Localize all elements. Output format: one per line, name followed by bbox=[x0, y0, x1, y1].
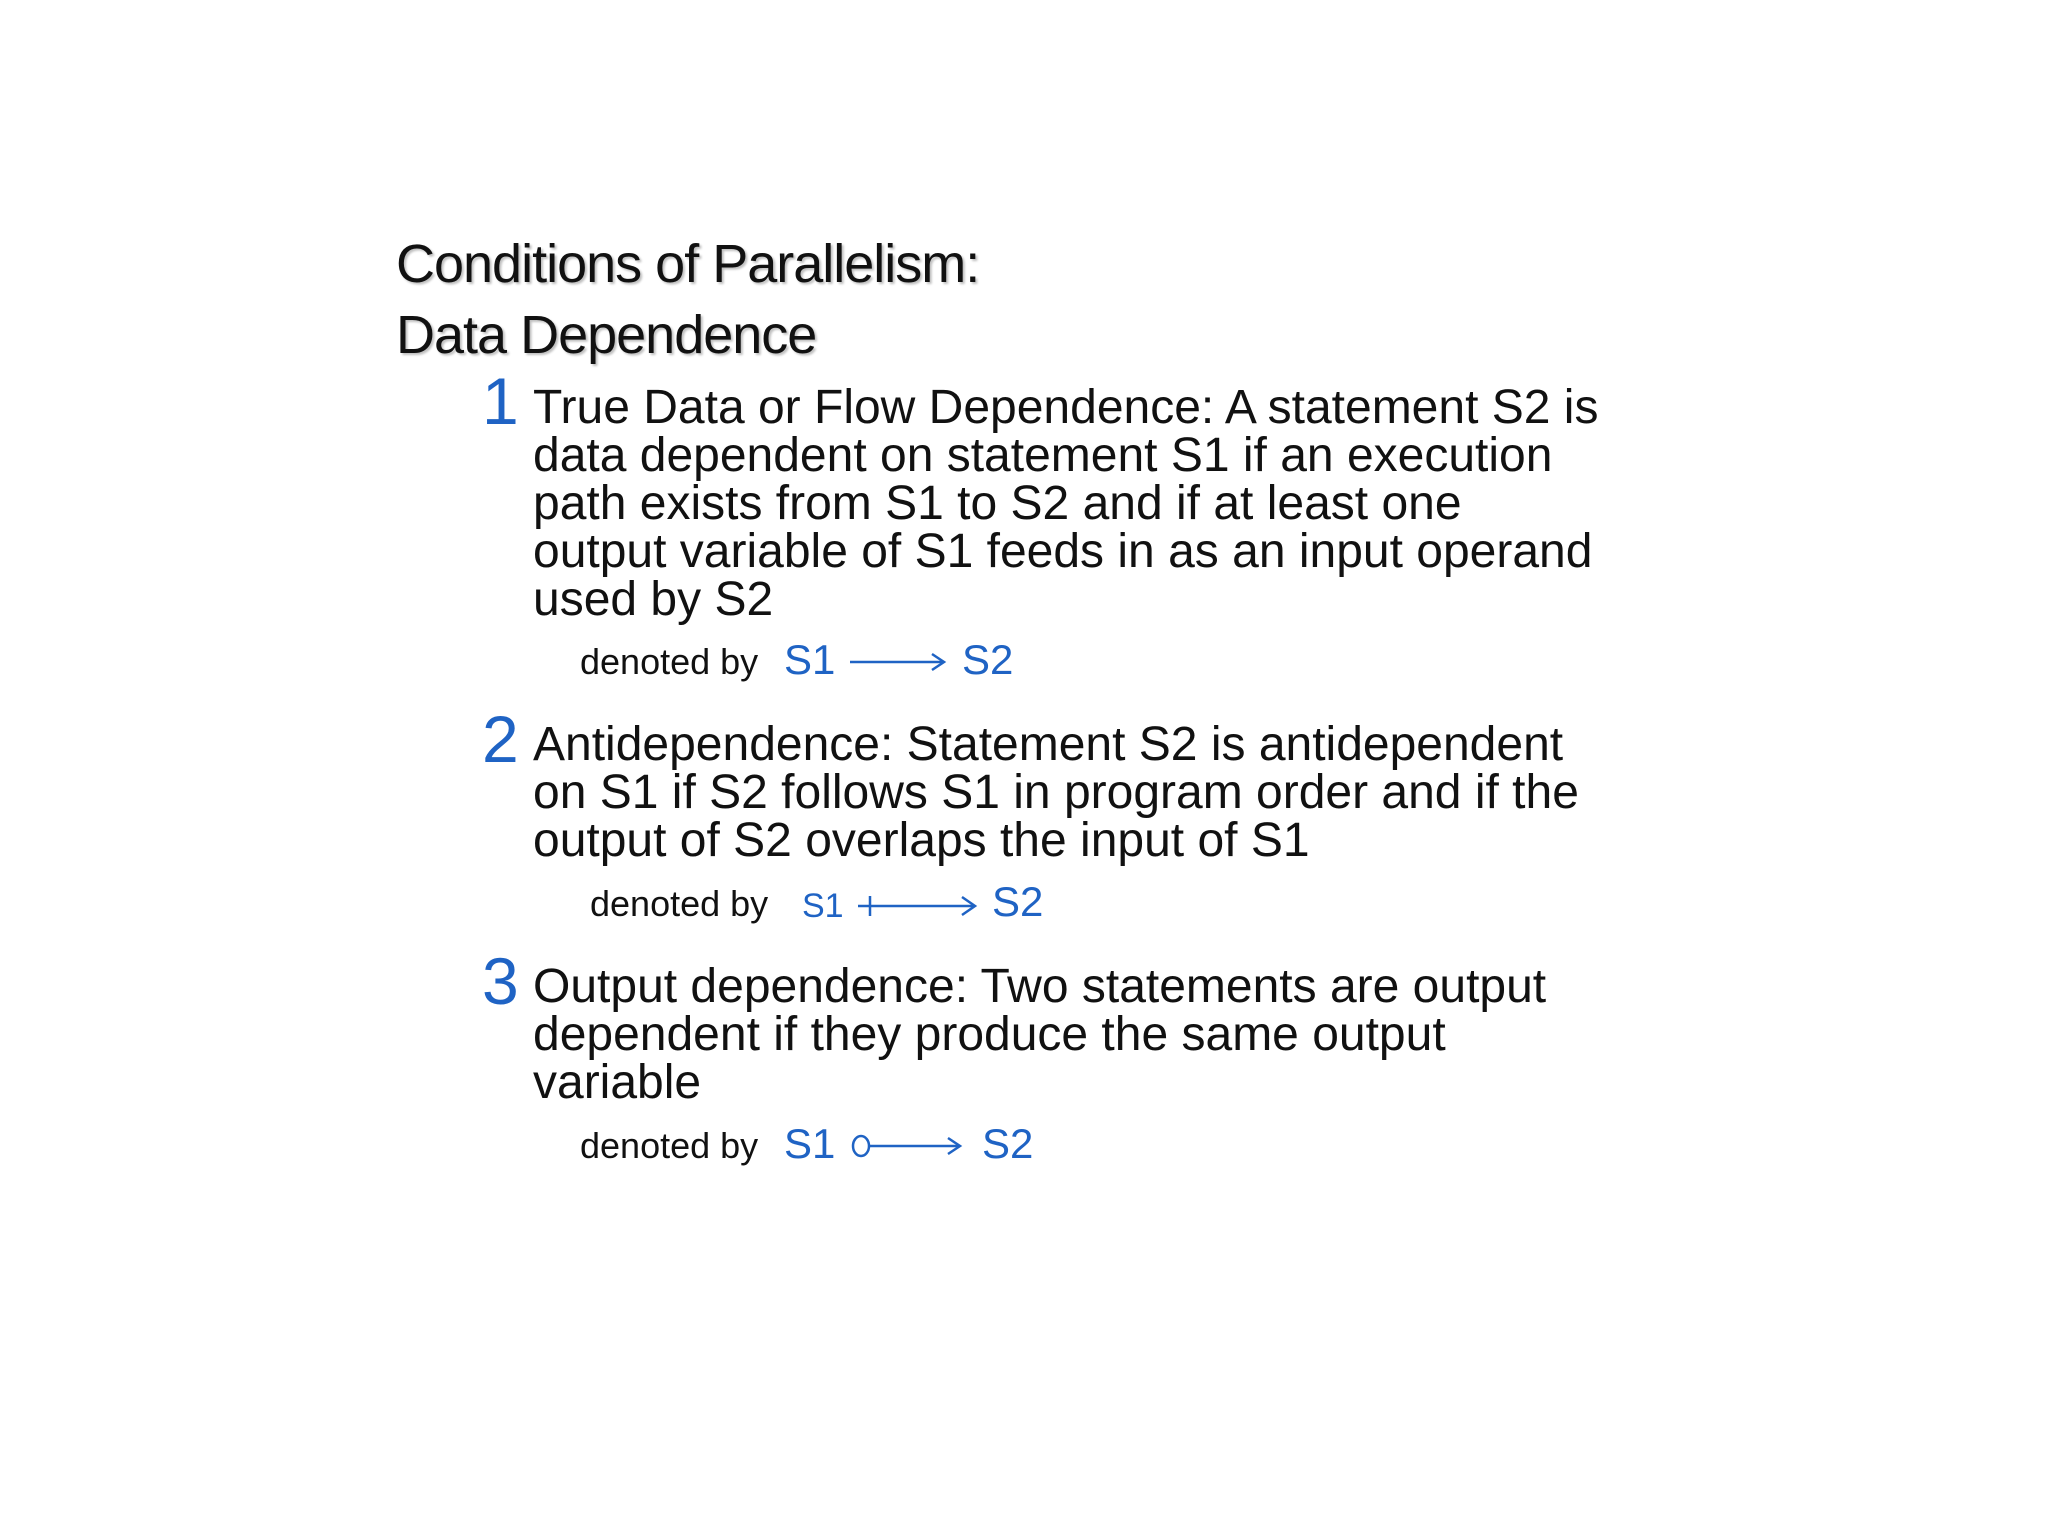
item-text: True Data or Flow Dependence: A statement S2 is data dependent on statement S1 if an execution path exists from S1 to S2 and if at least one output variable of S1 feeds in as an input operand used by S2 bbox=[533, 381, 1599, 626]
statement-to-label: S2 bbox=[992, 878, 1044, 925]
statement-from-label: S1 bbox=[802, 887, 844, 925]
item-text: Output dependence: Two statements are output dependent if they produce the same output variable bbox=[533, 960, 1547, 1109]
output-dependence-arrow-icon bbox=[850, 1132, 966, 1160]
anti-dependence-arrow-icon bbox=[858, 892, 982, 920]
statement-from-label: S1 bbox=[784, 1120, 836, 1167]
denoted-by-label: denoted by bbox=[580, 641, 759, 682]
denoted-by-label: denoted by bbox=[590, 883, 769, 924]
item-number: 3 bbox=[482, 944, 519, 1018]
item-text: Antidependence: Statement S2 is antidependent on S1 if S2 follows S1 in program order and if the output of S2 overlaps the input of S1 bbox=[533, 718, 1579, 867]
slide-title-line-1: Conditions of Parallelism: bbox=[396, 234, 980, 294]
slide-title-line-2: Data Dependence bbox=[396, 305, 817, 365]
statement-from-label: S1 bbox=[784, 636, 836, 683]
statement-to-label: S2 bbox=[982, 1120, 1034, 1167]
item-number: 1 bbox=[482, 364, 519, 438]
statement-to-label: S2 bbox=[962, 636, 1014, 683]
denoted-by-label: denoted by bbox=[580, 1125, 759, 1166]
item-number: 2 bbox=[482, 702, 519, 776]
flow-dependence-arrow-icon bbox=[850, 650, 950, 674]
